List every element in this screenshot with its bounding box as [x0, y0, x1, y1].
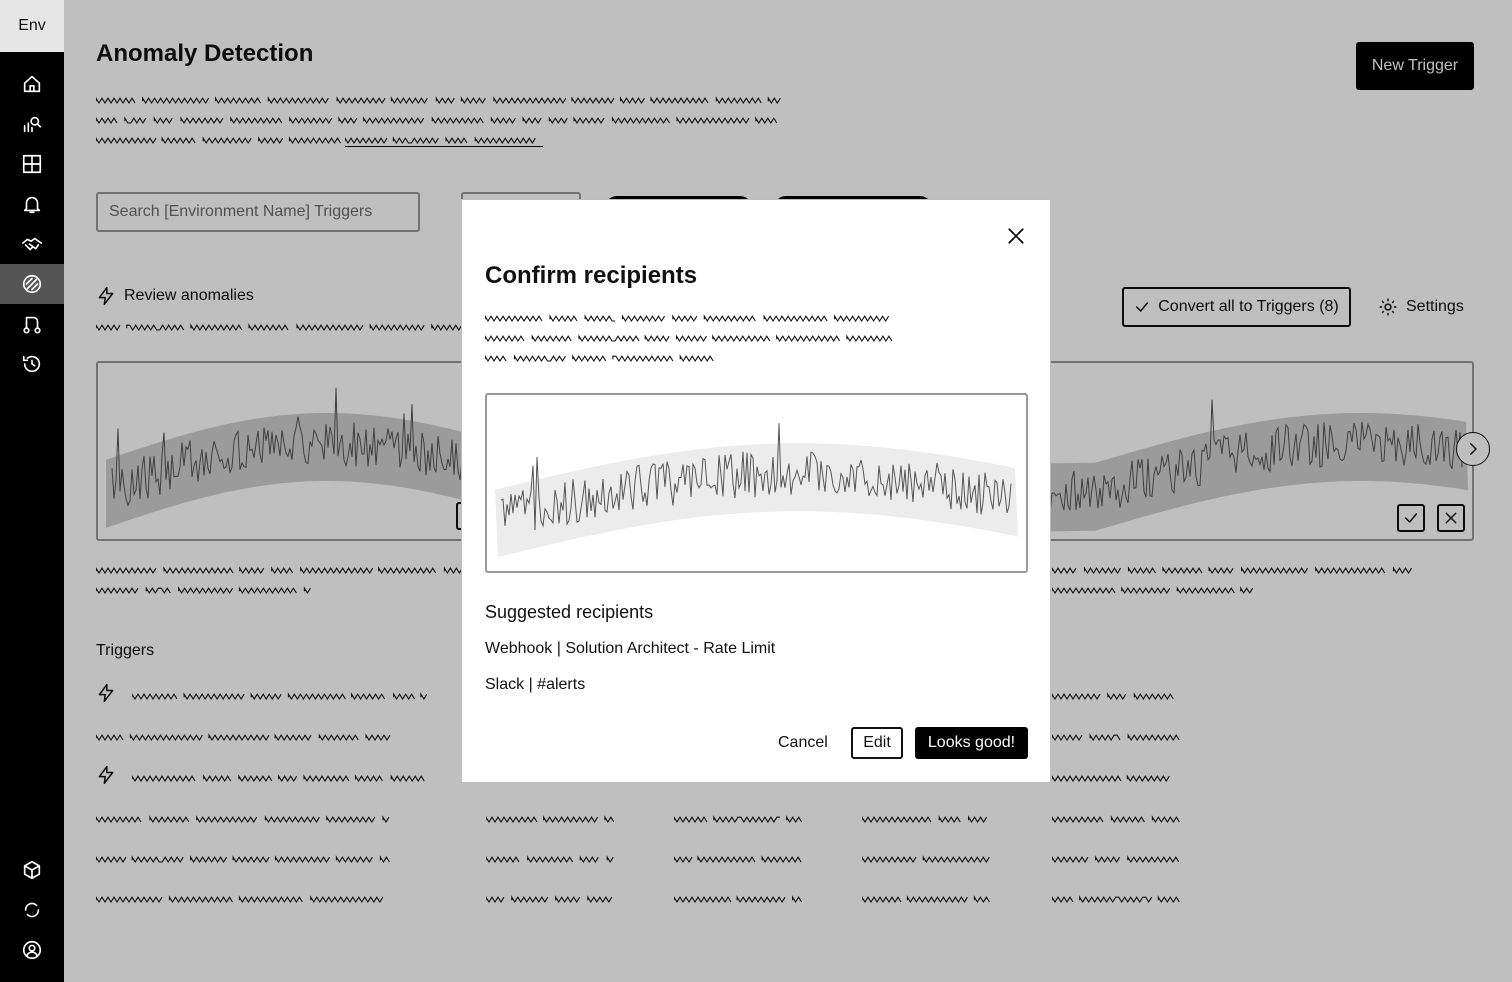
looks-good-button[interactable]: Looks good! — [915, 727, 1028, 759]
new-trigger-button[interactable]: New Trigger — [1356, 42, 1474, 90]
handshake-icon — [21, 233, 43, 255]
page-title: Anomaly Detection — [96, 40, 314, 67]
anomaly-icon — [21, 273, 43, 295]
nav-packages[interactable] — [0, 850, 64, 890]
refresh-icon — [21, 899, 43, 921]
sidebar — [0, 0, 64, 982]
nav-home[interactable] — [0, 64, 64, 104]
nav-explore[interactable] — [0, 104, 64, 144]
nav-account[interactable] — [0, 930, 64, 970]
nav-integrations[interactable] — [0, 224, 64, 264]
anomaly-sparkline — [487, 395, 1026, 571]
dialog-description-line — [485, 312, 891, 324]
close-icon — [1006, 226, 1026, 246]
recipient-item: Webhook | Solution Architect - Rate Limit — [485, 640, 776, 657]
nav-routes[interactable] — [0, 304, 64, 344]
history-icon — [21, 353, 43, 375]
route-icon — [21, 313, 43, 335]
dialog-title: Confirm recipients — [485, 262, 698, 289]
nav-anomaly-detection[interactable] — [0, 264, 64, 304]
triggers-heading: Triggers — [96, 642, 155, 659]
nav-history[interactable] — [0, 344, 64, 384]
review-anomalies-heading: Review anomalies — [96, 286, 254, 306]
anomaly-preview-chart — [485, 393, 1028, 573]
edit-button[interactable]: Edit — [851, 727, 903, 759]
bell-icon — [21, 193, 43, 215]
dialog-description-line — [485, 332, 903, 344]
nav-sync[interactable] — [0, 890, 64, 930]
dialog-description-line — [485, 352, 716, 364]
account-icon — [21, 939, 43, 961]
chart-search-icon — [21, 113, 43, 135]
close-dialog-button[interactable] — [1002, 222, 1030, 250]
home-icon — [21, 73, 43, 95]
nav-boards[interactable] — [0, 144, 64, 184]
cube-icon — [21, 859, 43, 881]
confirm-recipients-dialog — [461, 199, 1051, 783]
suggested-recipients-heading: Suggested recipients — [485, 602, 654, 622]
nav-alerts[interactable] — [0, 184, 64, 224]
environment-switcher[interactable]: Env — [0, 0, 64, 52]
cancel-button[interactable]: Cancel — [770, 727, 836, 759]
dashboard-icon — [21, 153, 43, 175]
recipient-item: Slack | #alerts — [485, 676, 586, 693]
settings-button[interactable]: Settings — [1378, 287, 1464, 327]
convert-all-button[interactable]: Convert all to Triggers (8) — [1122, 287, 1351, 327]
